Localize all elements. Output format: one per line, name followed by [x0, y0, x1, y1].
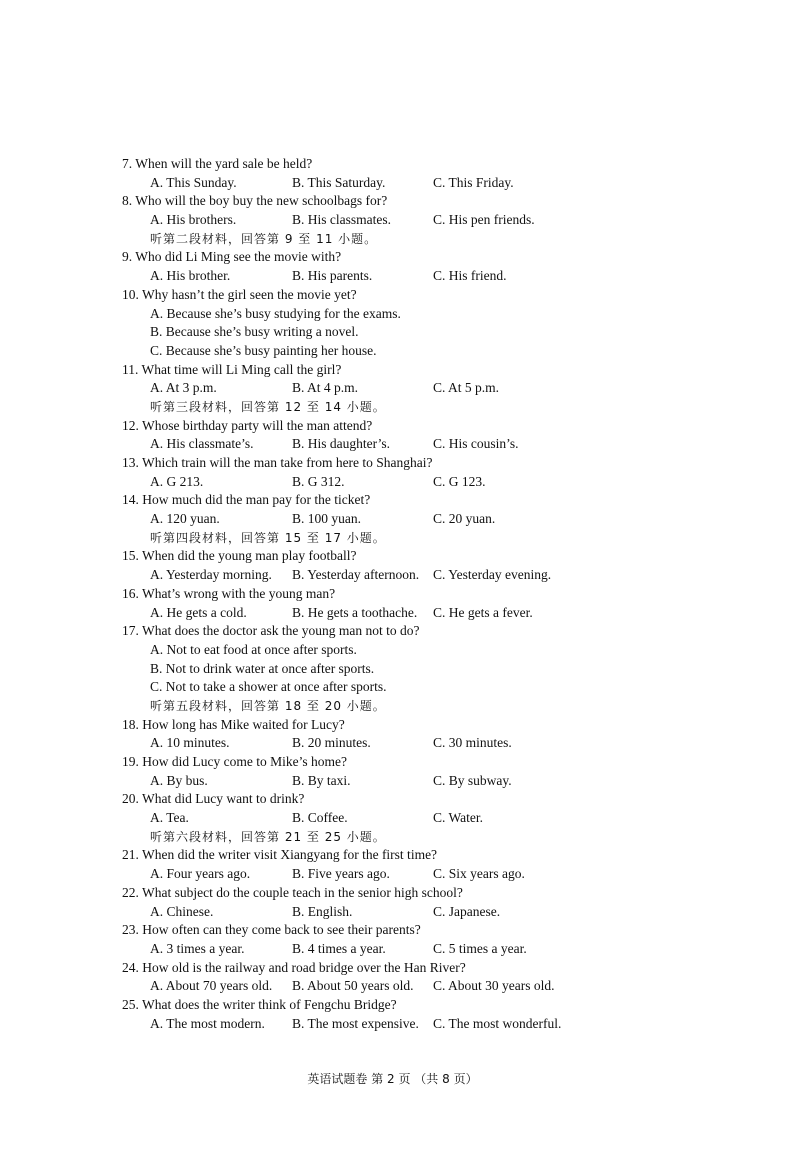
answer-option-a: A. His brothers. [150, 212, 237, 228]
answer-option-a: A. He gets a cold. [150, 604, 247, 620]
answer-option-c: C. At 5 p.m. [433, 380, 500, 396]
answer-options-row [122, 940, 762, 959]
section-instruction: 听第三段材料，回答第 12 至 14 小题。 [150, 399, 386, 414]
question-text: 10. Why hasn’t the girl seen the movie yet? [122, 286, 357, 302]
answer-option-b: B. English. [292, 903, 353, 919]
question-text: 11. What time will Li Ming call the girl? [122, 361, 342, 377]
answer-option-a: A. G 213. [150, 473, 204, 489]
answer-option-b: B. This Saturday. [292, 174, 386, 190]
answer-option-a: A. 10 minutes. [150, 735, 230, 751]
question-text: 21. When did the writer visit Xiangyang for the first time? [122, 847, 438, 863]
answer-options-row [122, 809, 762, 828]
answer-option-b: B. Yesterday afternoon. [292, 567, 420, 583]
answer-option-c: C. 20 yuan. [433, 511, 496, 527]
question-text: 14. How much did the man pay for the ticket? [122, 492, 371, 508]
answer-option-c: C. His cousin’s. [433, 436, 519, 452]
answer-option-c: C. The most wonderful. [433, 1015, 562, 1031]
section-instruction: 听第五段材料，回答第 18 至 20 小题。 [150, 698, 386, 713]
answer-option-c: C. G 123. [433, 473, 486, 489]
answer-options-row [122, 903, 762, 922]
answer-option-c: C. Yesterday evening. [433, 567, 552, 583]
answer-option-b: B. By taxi. [292, 772, 351, 788]
answer-options-row [122, 267, 762, 286]
answer-option-a: A. At 3 p.m. [150, 380, 217, 396]
answer-option-c: C. 30 minutes. [433, 735, 512, 751]
question-text: 12. Whose birthday party will the man attend? [122, 417, 373, 433]
answer-options-row [122, 473, 762, 492]
section-instruction: 听第四段材料，回答第 15 至 17 小题。 [150, 530, 386, 545]
answer-option-c: C. By subway. [433, 772, 512, 788]
question-text: 23. How often can they come back to see their parents? [122, 922, 421, 938]
answer-option: B. Because she’s busy writing a novel. [150, 324, 359, 340]
answer-option-b: B. His daughter’s. [292, 436, 390, 452]
question-text: 7. When will the yard sale be held? [122, 156, 313, 171]
answer-options-row [122, 211, 762, 230]
answer-option: C. Not to take a shower at once after sports. [150, 679, 387, 695]
answer-option-a: A. By bus. [150, 772, 208, 788]
answer-options-row [122, 865, 762, 884]
question-text: 8. Who will the boy buy the new schoolbags for? [122, 193, 388, 209]
question-text: 9. Who did Li Ming see the movie with? [122, 249, 342, 265]
question-text: 13. Which train will the man take from here to Shanghai? [122, 455, 433, 470]
question-text: 24. How old is the railway and road bridge over the Han River? [122, 959, 466, 975]
answer-options-row [122, 174, 762, 193]
answer-option-b: B. His parents. [292, 268, 373, 284]
answer-option: A. Because she’s busy studying for the exams. [150, 305, 401, 321]
answer-option-b: B. Coffee. [292, 810, 348, 826]
answer-options-row [122, 734, 762, 753]
answer-option-a: A. About 70 years old. [150, 978, 273, 994]
page-footer: 英语试题卷 第 2 页 （共 8 页） [307, 1072, 478, 1086]
question-text: 22. What subject do the couple teach in the senior high school? [122, 884, 463, 900]
section-instruction: 听第六段材料，回答第 21 至 25 小题。 [150, 829, 386, 844]
question-text: 19. How did Lucy come to Mike’s home? [122, 754, 347, 769]
answer-options-row [122, 510, 762, 529]
question-text: 25. What does the writer think of Fengchu Bridge? [122, 996, 397, 1012]
answer-options-row [122, 1015, 762, 1034]
answer-option-a: A. 120 yuan. [150, 511, 220, 527]
answer-option-a: A. 3 times a year. [150, 940, 245, 956]
answer-option-a: A. His classmate’s. [150, 436, 254, 452]
answer-option-a: A. His brother. [150, 268, 231, 284]
answer-option-c: C. Japanese. [433, 903, 501, 919]
question-text: 15. When did the young man play football? [122, 548, 357, 564]
answer-options-row [122, 566, 762, 585]
answer-option: B. Not to drink water at once after sports. [150, 660, 375, 676]
answer-options-row [122, 379, 762, 398]
answer-options-row [122, 772, 762, 791]
answer-option-c: C. This Friday. [433, 174, 514, 190]
answer-options-row [122, 435, 762, 454]
answer-option-c: C. His pen friends. [433, 212, 535, 228]
answer-option-a: A. The most modern. [150, 1015, 265, 1031]
answer-option-b: B. At 4 p.m. [292, 380, 359, 396]
question-text: 20. What did Lucy want to drink? [122, 791, 305, 807]
answer-option-a: A. This Sunday. [150, 174, 237, 190]
answer-option-a: A. Chinese. [150, 903, 214, 919]
answer-option: C. Because she’s busy painting her house. [150, 342, 377, 358]
answer-option: A. Not to eat food at once after sports. [150, 641, 357, 657]
answer-option-a: A. Yesterday morning. [150, 567, 272, 583]
answer-option-b: B. G 312. [292, 473, 345, 489]
answer-option-a: A. Tea. [150, 810, 189, 826]
answer-option-c: C. Water. [433, 810, 484, 826]
answer-option-a: A. Four years ago. [150, 866, 251, 882]
answer-option-b: B. He gets a toothache. [292, 604, 418, 620]
answer-option-b: B. About 50 years old. [292, 978, 414, 994]
section-instruction: 听第二段材料，回答第 9 至 11 小题。 [150, 231, 378, 246]
answer-option-c: C. He gets a fever. [433, 604, 533, 620]
answer-option-b: B. The most expensive. [292, 1015, 419, 1031]
answer-option-b: B. 4 times a year. [292, 940, 386, 956]
question-text: 16. What’s wrong with the young man? [122, 585, 336, 601]
answer-options-row [122, 604, 762, 623]
answer-option-c: C. His friend. [433, 268, 507, 284]
answer-option-c: C. Six years ago. [433, 866, 525, 882]
answer-options-row [122, 977, 762, 996]
answer-option-b: B. His classmates. [292, 212, 391, 228]
answer-option-c: C. About 30 years old. [433, 978, 555, 994]
answer-option-b: B. 20 minutes. [292, 735, 371, 751]
answer-option-b: B. 100 yuan. [292, 511, 361, 527]
question-list [122, 155, 762, 1033]
answer-option-b: B. Five years ago. [292, 866, 390, 882]
question-text: 17. What does the doctor ask the young man not to do? [122, 623, 420, 639]
answer-option-c: C. 5 times a year. [433, 940, 527, 956]
question-text: 18. How long has Mike waited for Lucy? [122, 716, 345, 732]
